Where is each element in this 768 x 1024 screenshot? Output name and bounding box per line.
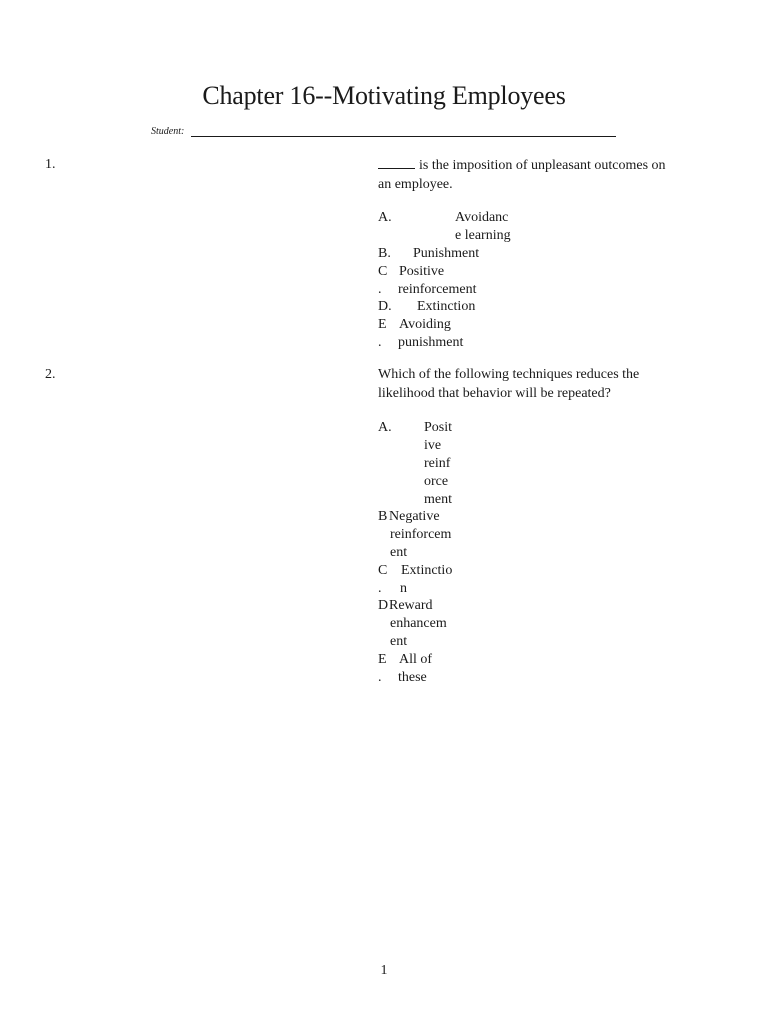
question-number: 1. <box>45 157 56 172</box>
question-text: is the imposition of unpleasant outcomes on an employee. <box>378 154 698 194</box>
option-text: e learning <box>455 228 511 243</box>
option-text: orce <box>424 474 449 489</box>
page-number: 1 <box>380 963 388 978</box>
option-letter: D. <box>378 299 392 314</box>
answer-blank <box>378 154 415 169</box>
option-letter: B. <box>378 246 391 261</box>
student-label: Student: <box>151 126 185 137</box>
option-letter: E <box>378 317 387 332</box>
option-text: enhancem <box>390 616 447 631</box>
option-letter: C <box>378 264 388 279</box>
option-text: Extinctio <box>401 563 453 578</box>
option-text: Punishment <box>413 246 480 261</box>
option-text: punishment <box>398 335 464 350</box>
option-text: Extinction <box>417 299 476 314</box>
option-text: Avoiding <box>399 317 451 332</box>
question-text: Which of the following techniques reduces the likelihood that behavior will be repeated? <box>378 367 640 401</box>
option-letter: A. <box>378 420 392 435</box>
option-text: these <box>398 670 427 685</box>
question-number: 2. <box>45 367 56 382</box>
option-letter-dot: . <box>378 670 382 685</box>
option-text: Avoidanc <box>455 210 509 225</box>
option-text: n <box>400 581 407 596</box>
option-letter: E <box>378 652 387 667</box>
option-text: All of <box>399 652 433 667</box>
option-letter: B <box>378 509 388 524</box>
option-letter-dot: . <box>378 335 382 350</box>
option-letter: A. <box>378 210 392 225</box>
option-letter-dot: . <box>378 581 382 596</box>
option-letter: C <box>378 563 388 578</box>
document-title: Chapter 16--Motivating Employees <box>202 81 566 110</box>
option-text: Reward <box>389 598 433 613</box>
option-text: ment <box>424 492 452 507</box>
option-letter: D <box>378 598 389 613</box>
option-text: ive <box>424 438 442 453</box>
option-text: reinforcement <box>398 282 477 297</box>
student-name-line[interactable] <box>191 136 616 137</box>
option-text: reinf <box>424 456 451 471</box>
option-text: reinforcem <box>390 527 452 542</box>
option-text: ent <box>390 545 408 560</box>
option-text: ent <box>390 634 408 649</box>
option-text: Negative <box>389 509 440 524</box>
option-text: Positive <box>399 264 445 279</box>
option-text: Posit <box>424 420 453 435</box>
option-letter-dot: . <box>378 282 382 297</box>
